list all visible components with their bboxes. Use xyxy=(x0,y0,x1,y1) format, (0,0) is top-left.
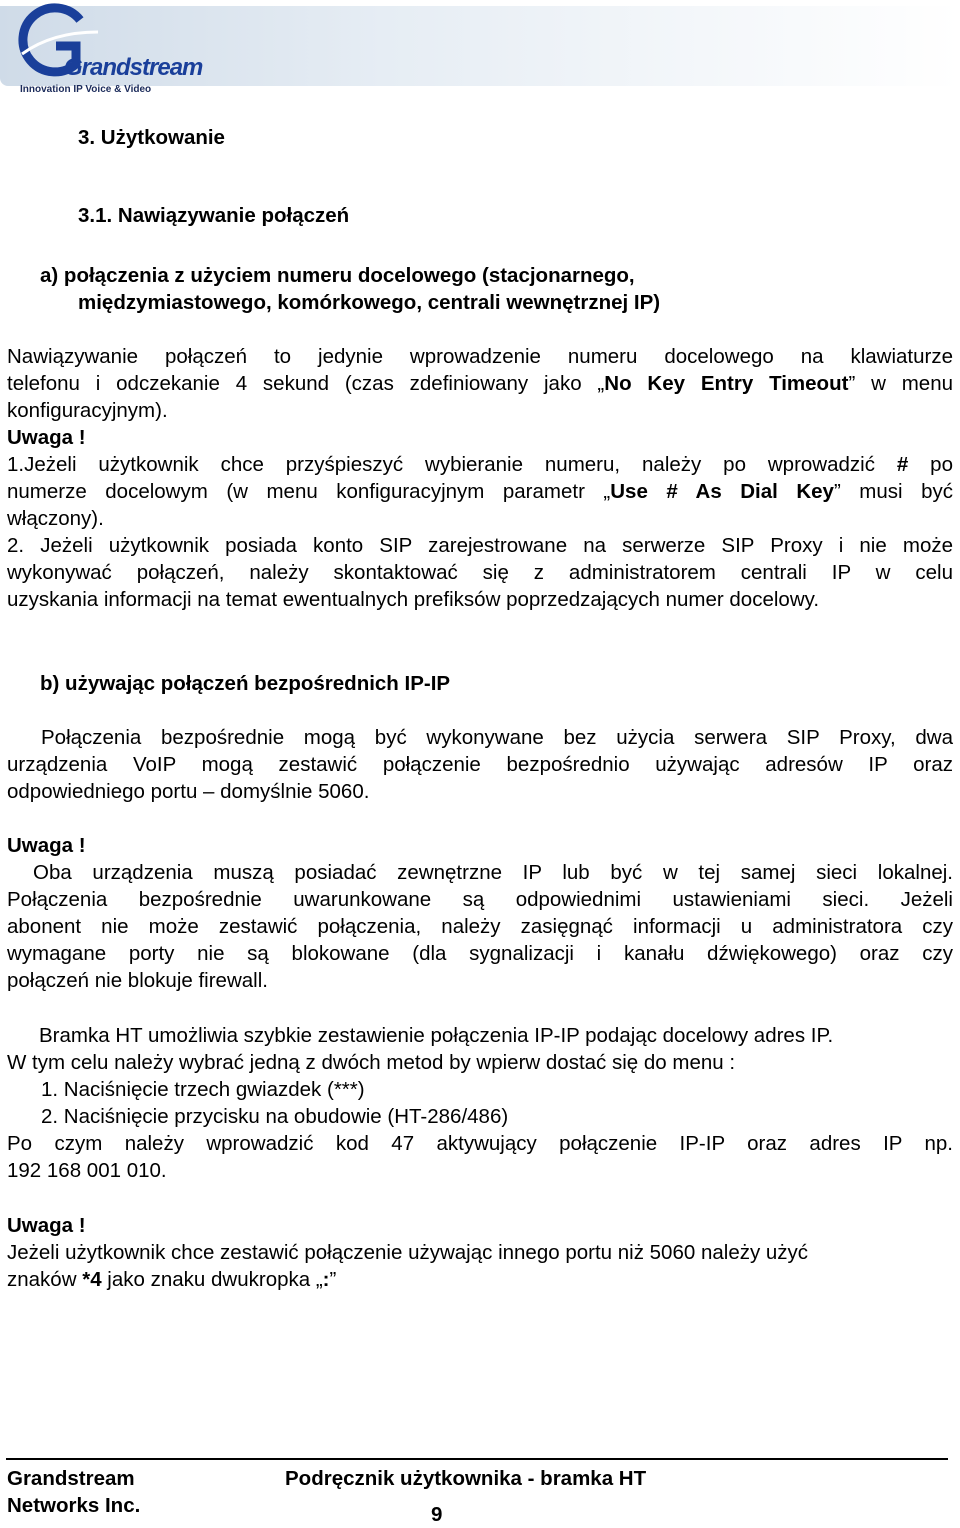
b-p2-line4: wymagane porty nie są blokowane (dla sygnalizacji i kanału dźwiękowego) oraz czy xyxy=(7,942,953,965)
logo-wordmark: Grandstream xyxy=(64,54,203,81)
b-p5-line2-pre: znaków xyxy=(7,1268,83,1291)
page-number: 9 xyxy=(431,1503,443,1526)
param-no-key-entry-timeout: No Key Entry Timeout xyxy=(604,372,849,395)
footer-rule xyxy=(6,1458,948,1460)
part-a-heading-line2: międzymiastowego, komórkowego, centrali wewnętrznej IP) xyxy=(78,291,661,314)
part-b-heading: b) używając połączeń bezpośrednich IP-IP xyxy=(40,672,451,695)
param-use-hash-as-dial-key: Use # As Dial Key xyxy=(610,480,834,503)
b-p2-line5: połączeń nie blokuje firewall. xyxy=(7,969,268,992)
grandstream-logo xyxy=(12,2,203,98)
b-p4-line1: Po czym należy wprowadzić kod 47 aktywujący połączenie IP-IP oraz adres IP np. xyxy=(7,1132,953,1155)
b-p2-line1: Oba urządzenia muszą posiadać zewnętrzne IP lub być w tej samej sieci lokalnej. xyxy=(33,861,953,884)
a-n1-line1-pre: 1.Jeżeli użytkownik chce przyśpieszyć wybieranie numeru, należy po wprowadzić xyxy=(7,453,897,476)
part-a-heading-line1: a) połączenia z użyciem numeru docelowego (stacjonarnego, xyxy=(40,264,635,287)
b-p3-line1: Bramka HT umożliwia szybkie zestawienie połączenia IP-IP podając docelowy adres IP. xyxy=(39,1024,834,1047)
b-paragraph-5 xyxy=(7,1212,953,1293)
a-n1-line1 xyxy=(7,451,953,478)
a-n2-line1: 2. Jeżeli użytkownik posiada konto SIP zarejestrowane na serwerze SIP Proxy i nie może xyxy=(7,534,953,557)
a-n1-line2-pre: numerze docelowym (w menu konfiguracyjnym parametr „ xyxy=(7,480,611,503)
b-p3-line2: W tym celu należy wybrać jedną z dwóch metod by wpierw dostać się do menu : xyxy=(7,1051,736,1074)
b-p5-line1: Jeżeli użytkownik chce zestawić połączenie używając innego portu niż 5060 należy użyć xyxy=(7,1241,809,1264)
b-paragraph-3 xyxy=(7,1022,953,1184)
footer-company-line2: Networks Inc. xyxy=(7,1494,141,1517)
a-n1-line2 xyxy=(7,478,953,505)
colon-symbol: : xyxy=(322,1268,330,1291)
b-p1-line2: urządzenia VoIP mogą zestawić połączenie bezpośrednio używając adresów IP oraz xyxy=(7,753,953,776)
page-header xyxy=(0,0,960,100)
list-item: 2. Naciśnięcie przycisku na obudowie (HT-286/486) xyxy=(41,1105,509,1128)
b-p1-line3: odpowiedniego portu – domyślnie 5060. xyxy=(7,780,370,803)
star-four-code: *4 xyxy=(82,1268,102,1291)
footer-company-line1: Grandstream xyxy=(7,1467,135,1490)
footer-doc-title: Podręcznik użytkownika - bramka HT xyxy=(285,1467,647,1490)
logo-tagline: Innovation IP Voice & Video xyxy=(20,84,152,95)
a-p1-line2 xyxy=(7,370,953,397)
a-n2-line2: wykonywać połączeń, należy skontaktować się z administratorem centrali IP w celu xyxy=(7,561,953,584)
b-p4-line2: 192 168 001 010. xyxy=(7,1159,167,1182)
b-p1-line1: Połączenia bezpośrednie mogą być wykonywane bez użycia serwera SIP Proxy, dwa xyxy=(41,726,953,749)
a-warning: Uwaga ! xyxy=(7,426,86,449)
a-p1-line2-post: ” w menu xyxy=(848,372,953,395)
a-p1-line1: Nawiązywanie połączeń to jedynie wprowadzenie numeru docelowego na klawiaturze xyxy=(7,345,953,368)
b-p5-line2-post: ” xyxy=(329,1268,337,1291)
a-n2-line3: uzyskania informacji na temat ewentualnych prefiksów poprzedzających numer docelowy. xyxy=(7,588,820,611)
subsection-title: 3.1. Nawiązywanie połączeń xyxy=(78,204,350,227)
a-p1-line3: konfiguracyjnym). xyxy=(7,399,168,422)
b-paragraph-1 xyxy=(7,724,953,805)
b-warning-1: Uwaga ! xyxy=(7,834,86,857)
hash-key: # xyxy=(896,453,909,476)
footer-company xyxy=(7,1465,140,1519)
b-p2-line2: Połączenia bezpośrednie uwarunkowane są odpowiednimi ustawieniami sieci. Jeżeli xyxy=(7,888,953,911)
b-p5-line2-mid: jako znaku dwukropka „ xyxy=(101,1268,323,1291)
a-n1-line3: włączony). xyxy=(7,507,104,530)
part-a-heading xyxy=(40,262,940,316)
b-paragraph-2 xyxy=(7,832,953,994)
a-n1-line2-post: ” musi być xyxy=(833,480,953,503)
section-title: 3. Użytkowanie xyxy=(78,126,225,149)
b-warning-2: Uwaga ! xyxy=(7,1214,86,1237)
part-a-body xyxy=(7,343,953,613)
list-item: 1. Naciśnięcie trzech gwiazdek (***) xyxy=(41,1078,365,1101)
b-p2-line3: abonent nie może zestawić połączenia, należy zasięgnąć informacji u administratora czy xyxy=(7,915,953,938)
a-p1-line2-pre: telefonu i odczekanie 4 sekund (czas zdefiniowany jako „ xyxy=(7,372,605,395)
a-n1-line1-post: po xyxy=(908,453,953,476)
b-p5-line2 xyxy=(7,1266,953,1293)
